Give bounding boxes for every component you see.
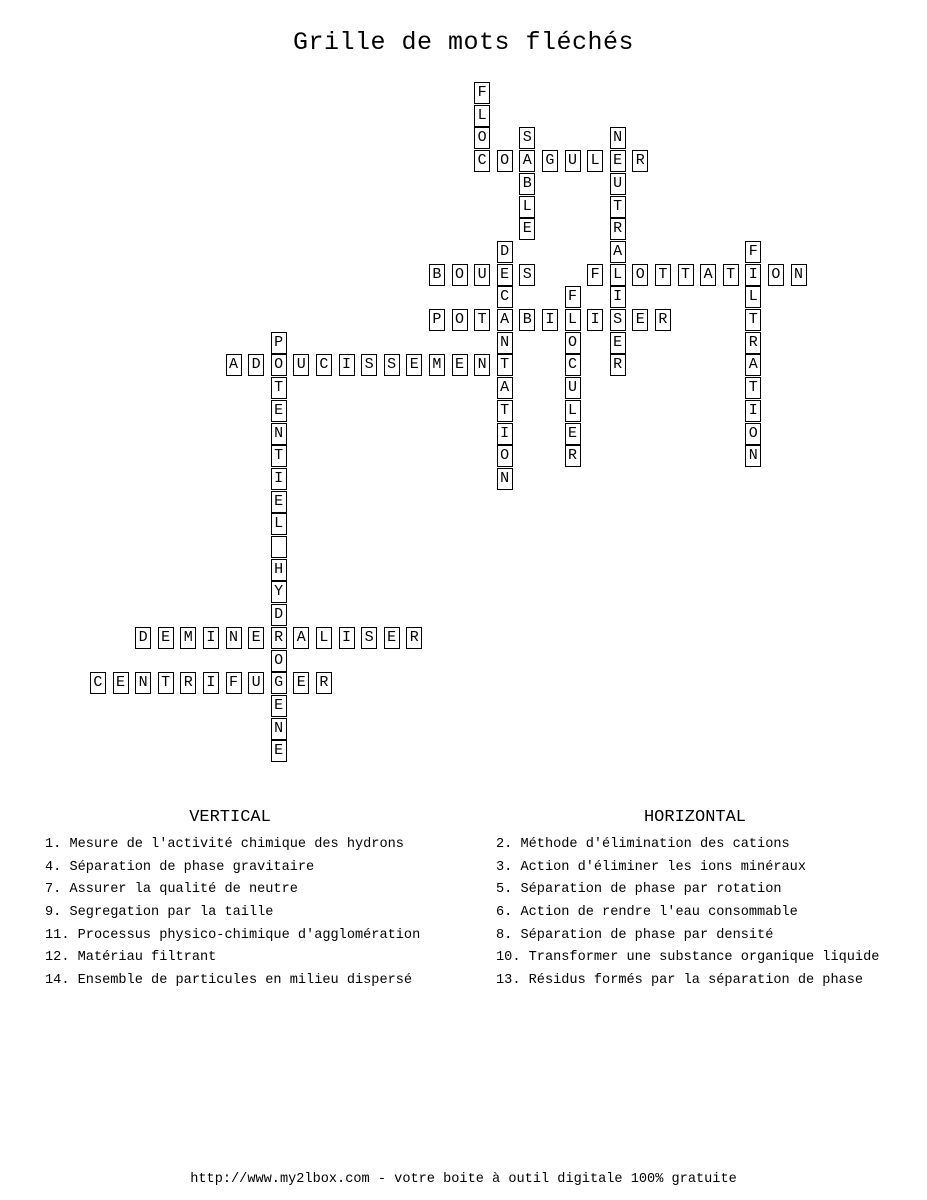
grid-cell: O xyxy=(474,127,490,149)
grid-cell: F xyxy=(474,82,490,104)
grid-cell: F xyxy=(565,286,581,308)
grid-cell: I xyxy=(745,400,761,422)
grid-cell: S xyxy=(519,127,535,149)
grid-cell: S xyxy=(610,309,626,331)
grid-cell: U xyxy=(610,173,626,195)
grid-cell: N xyxy=(271,423,287,445)
grid-cell: O xyxy=(452,309,468,331)
horizontal-clue: 13. Résidus formés par la séparation de phase xyxy=(496,973,864,989)
grid-cell: T xyxy=(723,264,739,286)
grid-cell: T xyxy=(497,354,513,376)
vertical-clue: 1. Mesure de l'activité chimique des hydrons xyxy=(45,837,404,852)
vertical-clue: 11. Processus physico-chimique d'agglomération xyxy=(45,927,421,943)
grid-cell: L xyxy=(565,400,581,422)
grid-cell: L xyxy=(587,150,603,172)
grid-cell: A xyxy=(745,354,761,376)
grid-cell: C xyxy=(565,354,581,376)
grid-cell: G xyxy=(542,150,558,172)
grid-cell: I xyxy=(542,309,558,331)
page-title: Grille de mots fléchés xyxy=(292,28,635,57)
grid-cell: O xyxy=(768,264,784,286)
grid-cell: N xyxy=(271,718,287,740)
grid-cell: D xyxy=(497,241,513,263)
grid-cell: M xyxy=(429,354,445,376)
grid-cell: O xyxy=(632,264,648,286)
grid-cell: T xyxy=(271,377,287,399)
grid-cell: U xyxy=(293,354,309,376)
grid-cell: E xyxy=(271,491,287,513)
grid-cell: I xyxy=(339,627,355,649)
grid-cell: I xyxy=(203,672,219,694)
grid-cell: T xyxy=(655,264,671,286)
grid-cell: L xyxy=(316,627,332,649)
grid-cell: E xyxy=(610,332,626,354)
grid-cell: E xyxy=(452,354,468,376)
vertical-clue: 4. Séparation de phase gravitaire xyxy=(45,859,315,875)
grid-cell: U xyxy=(565,377,581,399)
grid-cell: U xyxy=(565,150,581,172)
horizontal-heading: HORIZONTAL xyxy=(643,808,747,827)
grid-cell: F xyxy=(587,264,603,286)
grid-cell: A xyxy=(293,627,309,649)
grid-cell: C xyxy=(316,354,332,376)
grid-cell: T xyxy=(497,400,513,422)
grid-cell: E xyxy=(519,218,535,240)
grid-cell: C xyxy=(497,286,513,308)
grid-cell: A xyxy=(610,241,626,263)
grid-cell: B xyxy=(519,309,535,331)
horizontal-clue: 8. Séparation de phase par densité xyxy=(496,927,774,943)
horizontal-clue: 2. Méthode d'élimination des cations xyxy=(496,837,790,852)
grid-cell: D xyxy=(248,354,264,376)
vertical-clue: 12. Matériau filtrant xyxy=(45,950,217,966)
grid-cell: B xyxy=(519,173,535,195)
grid-cell: E xyxy=(293,672,309,694)
grid-cell: E xyxy=(406,354,422,376)
grid-cell: I xyxy=(587,309,603,331)
grid-cell: R xyxy=(610,218,626,240)
grid-cell: I xyxy=(610,286,626,308)
grid-cell: E xyxy=(158,627,174,649)
grid-cell: R xyxy=(406,627,422,649)
horizontal-clue: 10. Transformer une substance organique liquide xyxy=(496,950,880,966)
vertical-clue: 9. Segregation par la taille xyxy=(45,905,274,921)
grid-cell: I xyxy=(203,627,219,649)
horizontal-clue: 5. Séparation de phase par rotation xyxy=(496,882,782,898)
grid-cell: L xyxy=(474,105,490,127)
vertical-heading: VERTICAL xyxy=(189,808,271,827)
grid-cell: R xyxy=(610,354,626,376)
grid-cell: N xyxy=(497,332,513,354)
grid-cell: R xyxy=(180,672,196,694)
grid-cell: T xyxy=(745,309,761,331)
grid-cell: G xyxy=(271,672,287,694)
horizontal-clue-list xyxy=(496,836,879,995)
grid-cell: R xyxy=(655,309,671,331)
grid-cell: O xyxy=(497,445,513,467)
grid-cell: E xyxy=(248,627,264,649)
grid-cell: R xyxy=(565,445,581,467)
grid-cell: S xyxy=(361,627,377,649)
grid-cell: I xyxy=(271,468,287,490)
grid-cell: N xyxy=(791,264,807,286)
horizontal-clue: 3. Action d'éliminer les ions minéraux xyxy=(496,859,806,875)
footer-url: http://www.my2lbox.com - votre boite à outil digitale 100% gratuite xyxy=(190,1172,737,1187)
grid-cell: A xyxy=(497,377,513,399)
horizontal-clue: 6. Action de rendre l'eau consommable xyxy=(496,905,798,921)
grid-cell: L xyxy=(610,264,626,286)
grid-cell: L xyxy=(745,286,761,308)
grid-cell: L xyxy=(565,309,581,331)
grid-cell: C xyxy=(474,150,490,172)
grid-cell: B xyxy=(429,264,445,286)
grid-cell: D xyxy=(271,604,287,626)
grid-cell: F xyxy=(745,241,761,263)
grid-cell: O xyxy=(271,650,287,672)
grid-cell: S xyxy=(519,264,535,286)
grid-cell: L xyxy=(519,196,535,218)
grid-cell: R xyxy=(632,150,648,172)
grid-cell: A xyxy=(497,309,513,331)
grid-cell: A xyxy=(226,354,242,376)
grid-cell: E xyxy=(271,400,287,422)
grid-cell: T xyxy=(271,445,287,467)
grid-cell: L xyxy=(271,513,287,535)
grid-cell: N xyxy=(497,468,513,490)
grid-cell: A xyxy=(519,150,535,172)
grid-cell: A xyxy=(700,264,716,286)
grid-cell: N xyxy=(474,354,490,376)
grid-cell: T xyxy=(158,672,174,694)
grid-cell: E xyxy=(271,740,287,762)
grid-cell: H xyxy=(271,559,287,581)
grid-cell: E xyxy=(113,672,129,694)
grid-cell xyxy=(271,536,287,558)
grid-cell: E xyxy=(271,695,287,717)
grid-cell: P xyxy=(271,332,287,354)
grid-cell: T xyxy=(678,264,694,286)
grid-cell: S xyxy=(384,354,400,376)
grid-cell: I xyxy=(497,423,513,445)
grid-cell: E xyxy=(565,423,581,445)
grid-cell: R xyxy=(745,332,761,354)
grid-cell: S xyxy=(361,354,377,376)
vertical-clue: 14. Ensemble de particules en milieu dispersé xyxy=(45,973,413,989)
grid-cell: C xyxy=(90,672,106,694)
grid-cell: O xyxy=(745,423,761,445)
grid-cell: R xyxy=(316,672,332,694)
grid-cell: I xyxy=(339,354,355,376)
grid-cell: O xyxy=(452,264,468,286)
grid-cell: I xyxy=(745,264,761,286)
grid-cell: F xyxy=(226,672,242,694)
grid-cell: N xyxy=(745,445,761,467)
grid-cell: U xyxy=(248,672,264,694)
vertical-clue-list xyxy=(45,836,420,995)
grid-cell: N xyxy=(226,627,242,649)
grid-cell: D xyxy=(135,627,151,649)
grid-cell: N xyxy=(610,127,626,149)
grid-cell: E xyxy=(610,150,626,172)
grid-cell: P xyxy=(429,309,445,331)
grid-cell: E xyxy=(497,264,513,286)
grid-cell: T xyxy=(474,309,490,331)
grid-cell: O xyxy=(271,354,287,376)
grid-cell: E xyxy=(384,627,400,649)
grid-cell: Y xyxy=(271,581,287,603)
grid-cell: T xyxy=(610,196,626,218)
grid-cell: R xyxy=(271,627,287,649)
grid-cell: E xyxy=(632,309,648,331)
grid-cell: O xyxy=(565,332,581,354)
grid-cell: O xyxy=(497,150,513,172)
grid-cell: T xyxy=(745,377,761,399)
grid-cell: M xyxy=(180,627,196,649)
grid-cell: N xyxy=(135,672,151,694)
grid-cell: U xyxy=(474,264,490,286)
vertical-clue: 7. Assurer la qualité de neutre xyxy=(45,882,298,898)
